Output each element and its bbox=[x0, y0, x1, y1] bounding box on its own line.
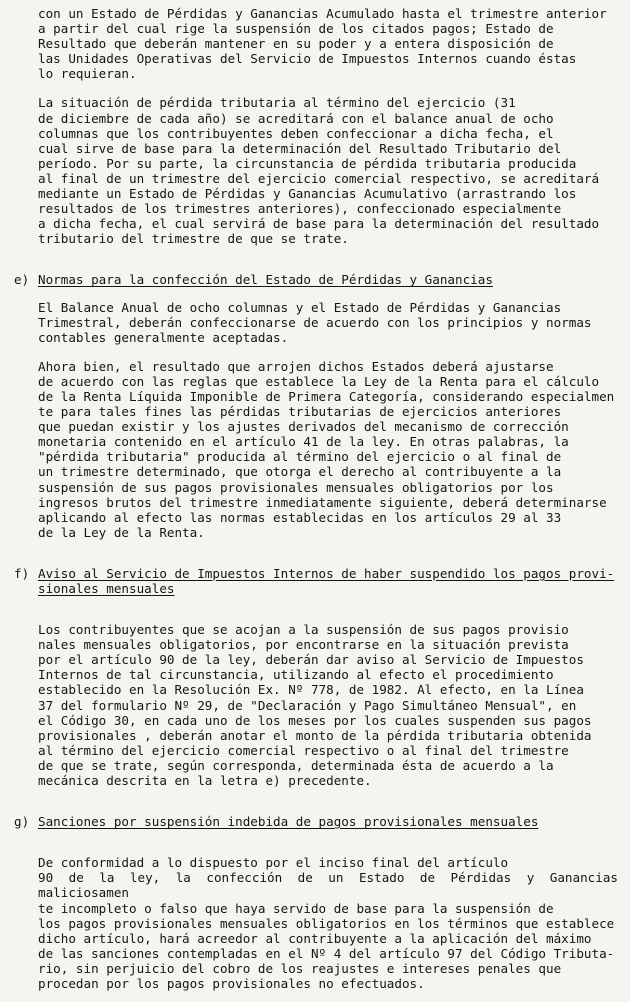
section-g-heading bbox=[14, 814, 618, 830]
paragraph-intro: con un Estado de Pérdidas y Ganancias Acumulado hasta el trimestre anterior a partir del cual rige la suspensión de los citados pagos; Estado de Resultado que deberán mantener en su poder y a entera disposición de las Unidades Operativas del Servicio de Impuestos Internos cuando éstas lo requieran. bbox=[38, 6, 607, 82]
section-e-paragraph-1: El Balance Anual de ocho columnas y el Estado de Pérdidas y Ganancias Trimestral, deberán confeccionarse de acuerdo con los principios y normas contables generalmente aceptadas. bbox=[38, 299, 592, 345]
section-f-title: Aviso al Servicio de Impuestos Internos de haber suspendido los pagos provi- sionales mensuales bbox=[38, 565, 615, 596]
section-g-paragraph-1: De conformidad a lo dispuesto por el inciso final del artículo 90 de la ley, la confección de un Estado de Pérdidas y Ganancias maliciosamen te incompleto o falso que haya servido de base para la suspensión de los pagos provisionales mensuales obligatorios en los términos que establece dicho artículo, hará acreedor al contribuyente a la aplicación del máximo de las sanciones contempladas en el Nº 4 del artículo 97 del Código Tributa- rio, sin perjuicio del cobro de los reajustes e intereses penales que procedan por los pagos provisionales no efectuados. bbox=[38, 855, 618, 991]
section-e-title: Normas para la confección del Estado de Pérdidas y Ganancias bbox=[38, 272, 493, 288]
section-f-letter: f) bbox=[14, 565, 30, 581]
section-e-paragraph-2: Ahora bien, el resultado que arrojen dichos Estados deberá ajustarse de acuerdo con las reglas que establece la Ley de la Renta para el cálculo de la Renta Líquida Imponible de Primera Categoría, considerando especialmen te para tales fines las pérdidas tributarias de ejercicios anteriores que puedan existir y los ajustes derivados del mecanismo de corrección monetaria contenido en el artículo 41 de la ley. En otras palabras, la "pérdida tributaria" producida al término del ejercicio o al final de un trimestre determinado, que otorga el derecho al contribuyente a la suspensión de sus pagos provisionales mensuales obligatorios por los ingresos brutos del trimestre inmediatamente siguiente, deberá determinarse aplicando al efecto las normas establecidas en los artículos 29 al 33 de la Ley de la Renta. bbox=[38, 358, 615, 540]
section-f-paragraph-1: Los contribuyentes que se acojan a la suspensión de sus pagos provisio nales mensuales obligatorios, por encontrarse en la situación prevista por el artículo 90 de la ley, deberán dar aviso al Servicio de Impuestos Internos de tal circunstancia, utilizando al efecto el procedimiento establecido en la Resolución Ex. Nº 778, de 1982. Al efecto, en la Línea 37 del formulario Nº 29, de "Declaración y Pago Simultáneo Mensual", en el Código 30, en cada uno de los meses por los cuales suspenden sus pagos provisionales , deberán anotar el monto de la pérdida tributaria obtenida al término del ejercicio comercial respectivo o al final del trimestre de que se trate, según corresponda, determinada ésta de acuerdo a la mecánica descrita en la letra e) precedente. bbox=[38, 622, 592, 789]
section-g-letter: g) bbox=[14, 814, 30, 830]
paragraph-tax-loss: La situación de pérdida tributaria al término del ejercicio (31 de diciembre de cada año) se acreditará con el balance anual de ocho columnas que los contribuyentes deben confeccionar a dicha fecha, el cual sirve de base para la determinación del Resultado Tributario del período. Por su parte, la circunstancia de pérdida tributaria producida al final de un trimestre del ejercicio comercial respectivo, se acreditará mediante un Estado de Pérdidas y Ganancias Acumulativo (arrastrando los resultados de los trimestres anteriores), confeccionado especialmente a dicha fecha, el cual servirá de base para la determinación del resultado tributario del trimestre de que se trate. bbox=[38, 95, 600, 247]
section-f-heading bbox=[14, 565, 618, 596]
section-e-letter: e) bbox=[14, 272, 30, 288]
section-g-title: Sanciones por suspensión indebida de pagos provisionales mensuales bbox=[38, 814, 539, 830]
section-e-heading bbox=[14, 272, 618, 288]
